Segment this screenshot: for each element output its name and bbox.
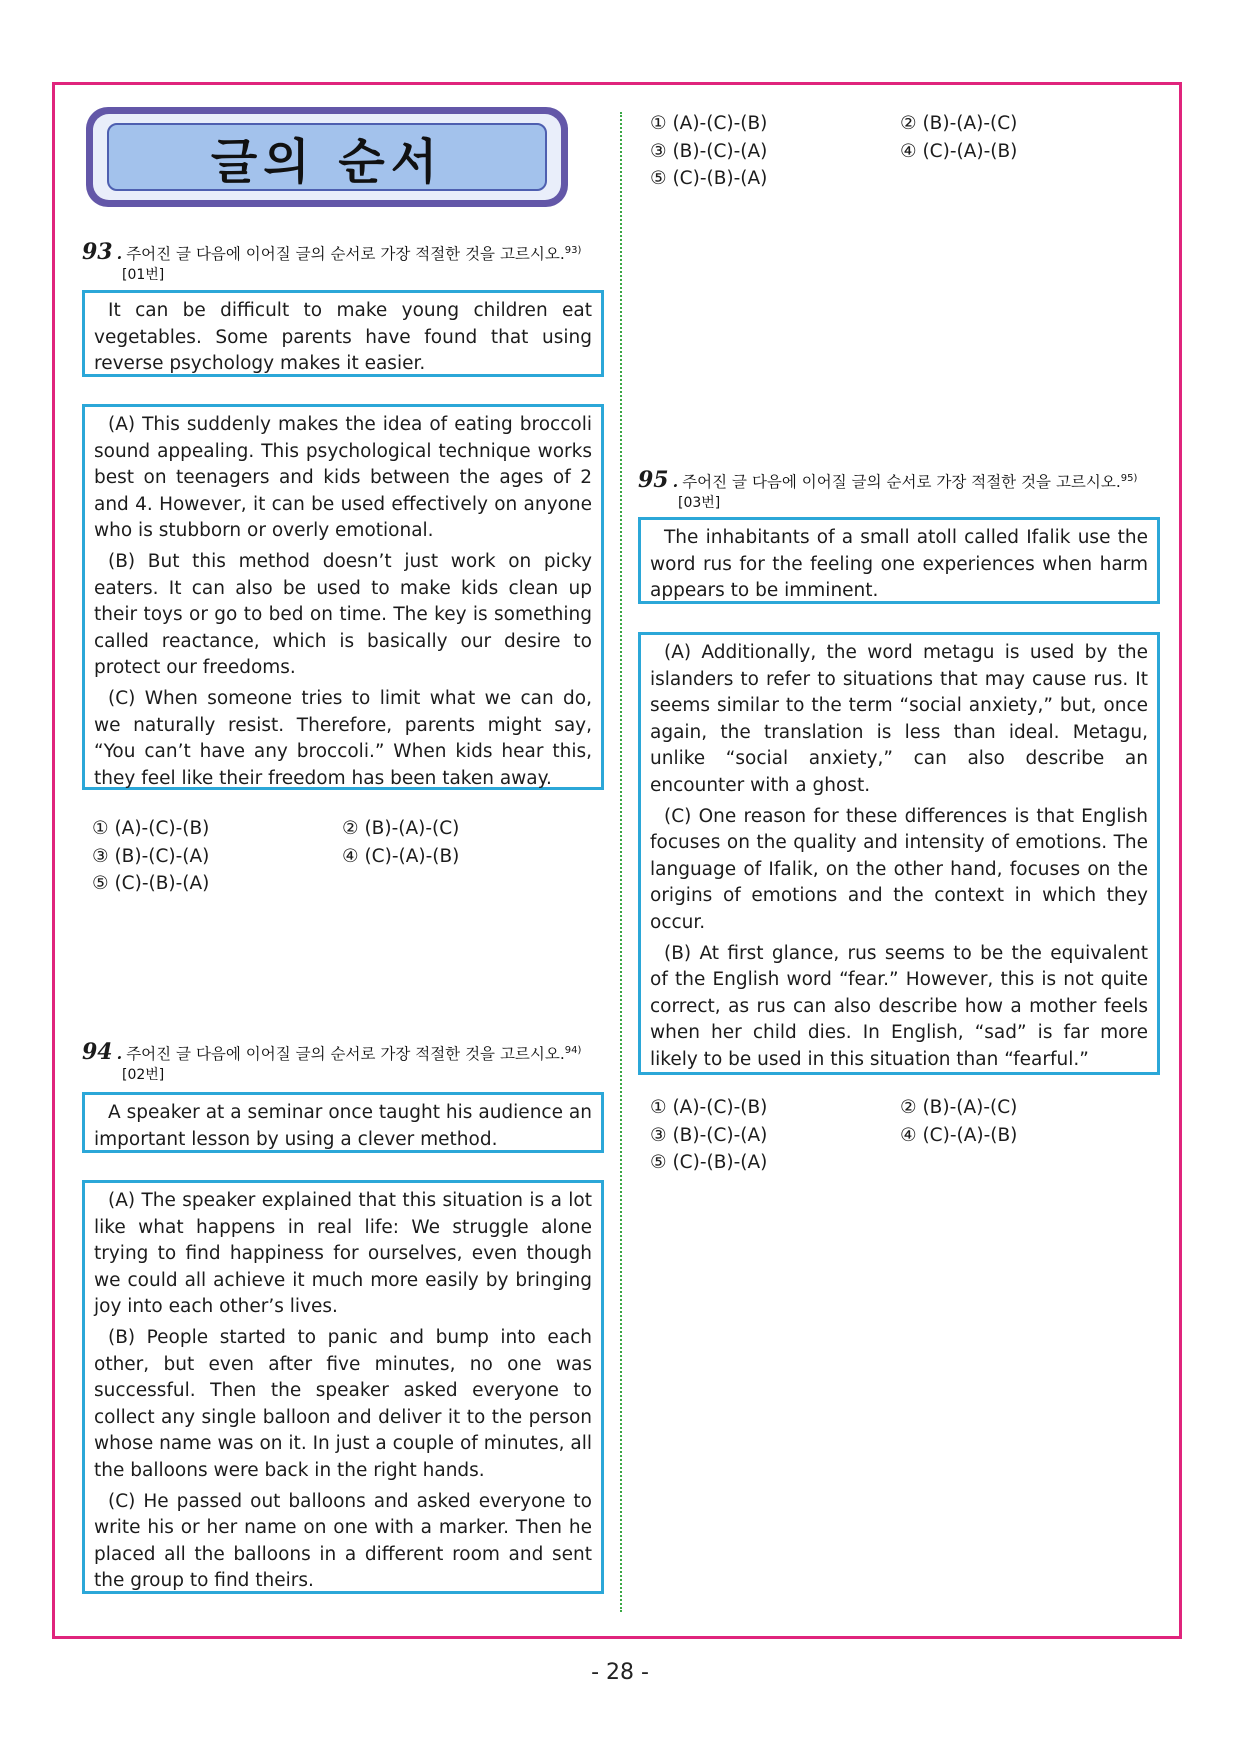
choice-4[interactable]: ④ (C)-(A)-(B)	[900, 1124, 1018, 1146]
choice-4[interactable]: ④ (C)-(A)-(B)	[900, 140, 1018, 162]
choice-2[interactable]: ② (B)-(A)-(C)	[900, 113, 1018, 134]
paragraph-c: (C) When someone tries to limit what we can do, we naturally resist. Therefore, parents might say, “You can’t have any broccoli.” When kids hear this, they feel like their freedom has been taken away.	[94, 687, 592, 789]
choice-1[interactable]: ① (A)-(C)-(B)	[92, 818, 210, 839]
question-source: [02번]	[122, 1067, 165, 1084]
question-95-intro-box	[638, 517, 1160, 604]
footnote-ref: 95)	[1120, 473, 1138, 484]
question-94-passages-box	[82, 1180, 604, 1594]
choice-3[interactable]: ③ (B)-(C)-(A)	[650, 140, 768, 162]
page-number: - 28 -	[591, 1660, 649, 1685]
choice-1[interactable]: ① (A)-(C)-(B)	[650, 113, 768, 134]
question-instruction: 주어진 글 다음에 이어질 글의 순서로 가장 적절한 것을 고르시오.	[682, 473, 1121, 492]
choice-5[interactable]: ⑤ (C)-(B)-(A)	[92, 873, 210, 894]
choice-2[interactable]: ② (B)-(A)-(C)	[342, 818, 460, 839]
paragraph-c: (C) He passed out balloons and asked everyone to write his or her name on one with a marker. Then he placed all the balloons in a different room and sent the group to find theirs.	[94, 1490, 592, 1592]
choice-3[interactable]: ③ (B)-(C)-(A)	[92, 845, 210, 867]
choice-5[interactable]: ⑤ (C)-(B)-(A)	[650, 168, 768, 189]
footnote-ref: 93)	[564, 245, 582, 256]
choice-5[interactable]: ⑤ (C)-(B)-(A)	[650, 1152, 768, 1173]
section-title: 글의 순서	[107, 123, 547, 191]
question-93-passages-box	[82, 404, 604, 790]
choice-2[interactable]: ② (B)-(A)-(C)	[900, 1097, 1018, 1118]
question-source: [03번]	[678, 495, 721, 512]
paragraph-b: (B) At first glance, rus seems to be the equivalent of the English word “fear.” However, this is not quite correct, as rus can also describe how a mother feels when her child dies. In English, “sad” is far more likely to be used in this situation than “fearful.”	[650, 942, 1148, 1070]
section-title-badge	[86, 107, 568, 207]
paragraph-a: (A) Additionally, the word metagu is used by the islanders to refer to situations that may cause rus. It seems similar to the term “social anxiety,” but, once again, the translation is less than ideal. Metagu, unlike “social anxiety,” can also describe an encounter with a ghost.	[650, 642, 1148, 796]
intro-text: The inhabitants of a small atoll called Ifalik use the word rus for the feeling one experiences when harm appears to be imminent.	[650, 527, 1148, 602]
question-95-passages-box	[638, 632, 1160, 1075]
choice-4[interactable]: ④ (C)-(A)-(B)	[342, 845, 460, 867]
question-instruction: 주어진 글 다음에 이어질 글의 순서로 가장 적절한 것을 고르시오.	[126, 1045, 565, 1064]
footnote-ref: 94)	[564, 1045, 582, 1056]
question-95-choices	[650, 1094, 1150, 1177]
column-divider	[620, 112, 622, 1612]
question-number: 95	[638, 467, 669, 494]
paragraph-b: (B) But this method doesn’t just work on picky eaters. It can also be used to make kids clean up their toys or go to bed on time. The key is something called reactance, which is basically our desire to protect our freedoms.	[94, 550, 592, 679]
answer-choices	[650, 110, 1150, 193]
choice-3[interactable]: ③ (B)-(C)-(A)	[650, 1124, 768, 1146]
question-93-header: 93 . 주어진 글 다음에 이어질 글의 순서로 가장 적절한 것을 고르시오.$^{93)}$ [01번]	[82, 240, 612, 286]
question-94-header: 94 . 주어진 글 다음에 이어질 글의 순서로 가장 적절한 것을 고르시오.$^{94)}$ [02번]	[82, 1040, 612, 1086]
choice-1[interactable]: ① (A)-(C)-(B)	[650, 1097, 768, 1118]
question-source: [01번]	[122, 267, 165, 284]
paragraph-a: (A) This suddenly makes the idea of eating broccoli sound appealing. This psychological technique works best on teenagers and kids between the ages of 2 and 4. However, it can be used effectively on anyone who is stubborn or overly emotional.	[94, 414, 592, 542]
question-93-intro-box	[82, 290, 604, 377]
question-95-header: 95 . 주어진 글 다음에 이어질 글의 순서로 가장 적절한 것을 고르시오.$^{95)}$ [03번]	[638, 468, 1168, 514]
paragraph-c: (C) One reason for these differences is that English focuses on the quality and intensity of emotions. The language of Ifalik, on the other hand, focuses on the origins of emotions and the context in which they occur.	[650, 805, 1148, 933]
question-number: 93	[82, 239, 113, 266]
paragraph-a: (A) The speaker explained that this situation is a lot like what happens in real life: We struggle alone trying to find happiness for ourselves, even though we could all achieve it much more easily by bringing joy into each other’s lives.	[94, 1190, 592, 1318]
intro-text: It can be difficult to make young children eat vegetables. Some parents have found that using reverse psychology makes it easier.	[94, 300, 592, 375]
question-94-intro-box	[82, 1092, 604, 1153]
paragraph-b: (B) People started to panic and bump into each other, but even after five minutes, no one was successful. Then the speaker asked everyone to collect any single balloon and deliver it to the person whose name was on it. In just a couple of minutes, all the balloons were back in the right hands.	[94, 1326, 592, 1481]
question-93-choices	[92, 815, 592, 898]
intro-text: A speaker at a seminar once taught his audience an important lesson by using a clever method.	[94, 1102, 592, 1150]
question-number: 94	[82, 1039, 113, 1066]
question-instruction: 주어진 글 다음에 이어질 글의 순서로 가장 적절한 것을 고르시오.	[126, 245, 565, 264]
